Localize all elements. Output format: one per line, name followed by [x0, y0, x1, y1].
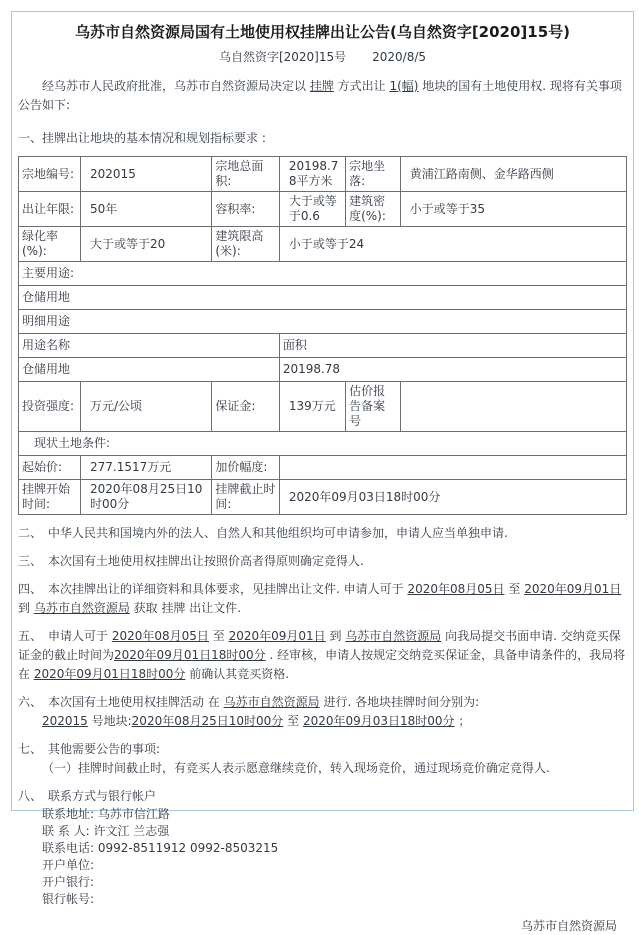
table-cell: 大于或等于20	[81, 227, 212, 262]
land-table	[18, 156, 627, 515]
table-cell: 大于或等于0.6	[279, 192, 345, 227]
underlined-text: 2020年09月01日18时00分	[114, 648, 266, 662]
table-cell: 黄浦江路南侧、金华路西侧	[400, 157, 626, 192]
table-cell: 现状土地条件:	[19, 432, 627, 456]
text-segment: 七、 其他需要公告的事项:	[18, 742, 161, 756]
underlined-text: 2020年09月01日	[228, 629, 326, 643]
announcement-page	[11, 11, 634, 933]
table-cell: 万元/公顷	[81, 382, 212, 432]
text-segment: 至	[283, 714, 303, 728]
table-cell: 仓储用地	[19, 358, 280, 382]
underlined-text: 挂牌	[309, 79, 334, 93]
contact-line	[18, 874, 627, 891]
underlined-text: 1(幅)	[389, 79, 419, 93]
table-row	[19, 310, 627, 334]
underlined-text: 202015	[42, 714, 88, 728]
section-paragraph	[18, 759, 627, 778]
table-cell: 起始价:	[19, 456, 81, 480]
section-paragraph	[18, 524, 627, 543]
table-cell: 50年	[81, 192, 212, 227]
table-cell: 挂牌截止时间:	[212, 480, 279, 515]
table-cell: 202015	[81, 157, 212, 192]
section-paragraph	[18, 712, 627, 731]
table-cell: 投资强度:	[19, 382, 81, 432]
text-segment: ；	[454, 714, 471, 728]
table-cell	[279, 456, 626, 480]
table-cell: 139万元	[279, 382, 345, 432]
table-cell: 保证金:	[212, 382, 279, 432]
section-1-heading: 一、挂牌出让地块的基本情况和规划指标要求 :	[18, 131, 266, 145]
text-segment: 六、 本次国有土地使用权挂牌活动 在	[18, 695, 224, 709]
table-cell: 宗地总面积:	[212, 157, 279, 192]
text-segment: 至	[208, 629, 229, 643]
text-segment: . 经审核，申请人按规定交纳竞买保证金，具备申请条件的，我局将在	[18, 648, 626, 681]
table-cell: 2020年09月03日18时00分	[279, 480, 626, 515]
table-row	[19, 157, 627, 192]
table-cell: 小于或等于35	[400, 192, 626, 227]
table-cell: 出让年限:	[19, 192, 81, 227]
table-cell: 小于或等于24	[279, 227, 626, 262]
signature: 乌苏市自然资源局	[520, 919, 617, 933]
table-cell: 用途名称	[19, 334, 280, 358]
section-paragraph	[18, 740, 627, 759]
text-segment: 前确认其竞买资格.	[185, 667, 290, 681]
table-cell: 估价报告备案号	[346, 382, 401, 432]
doc-number: 乌自然资字[2020]15号	[218, 50, 347, 64]
doc-date: 2020/8/5	[372, 50, 427, 64]
underlined-text: 2020年09月01日	[524, 582, 622, 596]
table-cell: 宗地编号:	[19, 157, 81, 192]
table-row	[19, 382, 627, 432]
table-cell: 主要用途:	[19, 262, 627, 286]
underlined-text: 2020年08月25日10时00分	[131, 714, 284, 728]
table-row	[19, 262, 627, 286]
text-segment: （一）挂牌时间截止时，有竞买人表示愿意继续竞价，转入现场竞价，通过现场竞价确定竞得人.	[42, 761, 550, 775]
text-segment: 三、 本次国有土地使用权挂牌出让按照价高者得原则确定竞得人.	[18, 554, 364, 568]
table-cell: 2020年08月25日10时00分	[81, 480, 212, 515]
doc-subtitle	[18, 49, 627, 65]
underlined-text: 2020年09月01日18时00分	[33, 667, 186, 681]
table-cell: 绿化率(%):	[19, 227, 81, 262]
text-segment: 至	[504, 582, 525, 596]
text-segment: 联系地址: 乌苏市信江路	[42, 807, 170, 821]
text-segment: 号地块:	[87, 714, 132, 728]
text-segment: 经乌苏市人民政府批准，乌苏市自然资源局决定以	[42, 79, 310, 93]
text-segment: 联系电话: 0992-8511912 0992-8503215	[42, 841, 279, 855]
table-cell: 20198.78	[279, 358, 626, 382]
text-segment: 银行帐号:	[42, 892, 95, 906]
text-segment: 二、 中华人民共和国境内外的法人、自然人和其他组织均可申请参加，申请人应当单独申请.	[18, 526, 508, 540]
table-cell: 面积	[279, 334, 626, 358]
underlined-text: 2020年08月05日	[407, 582, 505, 596]
underlined-text: 2020年09月03日18时00分	[302, 714, 455, 728]
table-cell: 277.1517万元	[81, 456, 212, 480]
text-segment: 四、 本次挂牌出让的详细资料和具体要求，见挂牌出让文件. 申请人可于	[18, 582, 408, 596]
table-row	[19, 480, 627, 515]
table-row	[19, 358, 627, 382]
contact-line	[18, 823, 627, 840]
table-row	[19, 192, 627, 227]
sections	[18, 524, 627, 908]
contact-line	[18, 857, 627, 874]
text-segment: 开户银行:	[42, 875, 95, 889]
table-cell: 容积率:	[212, 192, 279, 227]
section-paragraph	[18, 787, 627, 806]
section-paragraph	[18, 552, 627, 571]
text-segment: 进行. 各地块挂牌时间分别为:	[319, 695, 480, 709]
text-segment: 开户单位:	[42, 858, 95, 872]
table-cell: 明细用途	[19, 310, 627, 334]
table-row	[19, 334, 627, 358]
table-row	[19, 456, 627, 480]
table-cell: 宗地坐落:	[346, 157, 401, 192]
table-row	[19, 286, 627, 310]
text-segment: 八、 联系方式与银行帐户	[18, 789, 157, 803]
text-segment: 方式出让	[333, 79, 390, 93]
intro-paragraph	[18, 77, 627, 115]
table-cell: 建筑密度(%):	[346, 192, 401, 227]
section-paragraph	[18, 627, 627, 684]
underlined-text: 乌苏市自然资源局	[33, 601, 130, 615]
table-cell: 仓储用地	[19, 286, 627, 310]
text-segment: 到	[18, 601, 34, 615]
text-segment: 五、 申请人可于	[18, 629, 112, 643]
table-cell: 挂牌开始时间:	[19, 480, 81, 515]
text-segment: 地块的国有土地使用权. 现将有关事项公告如下:	[18, 79, 622, 112]
table-cell	[400, 382, 626, 432]
table-cell: 加价幅度:	[212, 456, 279, 480]
page-title: 乌苏市自然资源局国有土地使用权挂牌出让公告(乌自然资字[2020]15号)	[74, 23, 571, 41]
text-segment: 联 系 人: 许文江 兰志强	[42, 824, 170, 838]
section-paragraph	[18, 580, 627, 618]
text-segment: 向我局提交书面申请. 交纳竞买保证金的截止时间为	[18, 629, 621, 662]
table-cell: 20198.78平方米	[279, 157, 345, 192]
underlined-text: 乌苏市自然资源局	[345, 629, 442, 643]
table-cell: 建筑限高(米):	[212, 227, 279, 262]
section-paragraph	[18, 693, 627, 712]
table-row	[19, 432, 627, 456]
text-segment: 获取 挂牌 出让文件.	[129, 601, 242, 615]
table-row	[19, 227, 627, 262]
contact-line	[18, 840, 627, 857]
contact-line	[18, 891, 627, 908]
text-segment: 到	[325, 629, 346, 643]
underlined-text: 2020年08月05日	[111, 629, 209, 643]
underlined-text: 乌苏市自然资源局	[223, 695, 320, 709]
